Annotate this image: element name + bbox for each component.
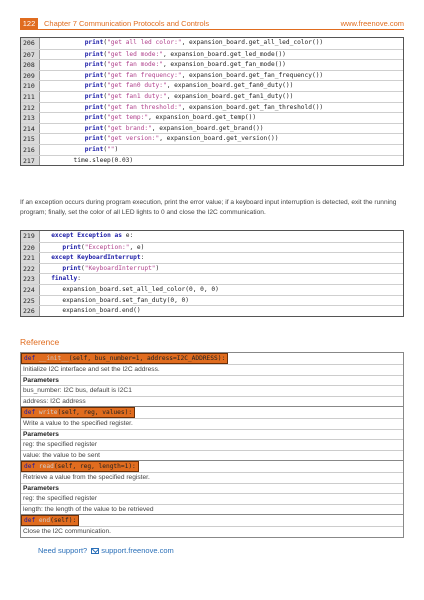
code-line <box>21 59 403 70</box>
code-line <box>21 91 403 102</box>
reference-line: length: the length of the value to be retrieved <box>21 504 403 515</box>
code-line <box>21 242 403 253</box>
function-signature <box>21 515 79 526</box>
page-header <box>20 18 404 30</box>
line-number: 217 <box>21 156 39 166</box>
page-number: 122 <box>20 18 38 29</box>
line-number: 209 <box>21 71 39 81</box>
line-number: 223 <box>21 274 39 284</box>
code-text: except Exception as e: <box>39 231 403 242</box>
code-line <box>21 273 403 284</box>
reference-line: Parameters <box>21 429 403 440</box>
signature-row <box>21 353 403 364</box>
code-line <box>21 133 403 144</box>
function-name: write <box>38 409 58 416</box>
signature-row <box>21 406 403 418</box>
line-number: 221 <box>21 253 39 263</box>
code-line <box>21 102 403 113</box>
line-number: 206 <box>21 38 39 49</box>
line-number: 219 <box>21 231 39 242</box>
code-text: print("get fan frequency:", expansion_board.get_fan_frequency()) <box>39 71 403 81</box>
reference-line: reg: the specified register <box>21 439 403 450</box>
code-block-1 <box>20 37 404 166</box>
code-line <box>21 231 403 242</box>
code-text: print("get version:", expansion_board.get_version()) <box>39 134 403 144</box>
line-number: 208 <box>21 60 39 70</box>
reference-line: Parameters <box>21 375 403 386</box>
code-line <box>21 155 403 166</box>
reference-table <box>20 352 404 538</box>
support-link[interactable]: support.freenove.com <box>101 546 174 555</box>
code-line <box>21 80 403 91</box>
code-line <box>21 284 403 295</box>
code-line <box>21 38 403 49</box>
reference-line: reg: the specified register <box>21 493 403 504</box>
reference-line: Close the I2C communication. <box>21 526 403 537</box>
function-name: end <box>38 517 51 524</box>
def-keyword: def <box>24 463 39 470</box>
code-text: except KeyboardInterrupt: <box>39 253 403 263</box>
reference-line: bus_number: I2C bus, default is I2C1 <box>21 385 403 396</box>
signature-row <box>21 514 403 526</box>
reference-line: Retrieve a value from the specified register. <box>21 472 403 483</box>
line-number: 216 <box>21 145 39 155</box>
support-label: Need support? <box>38 546 88 555</box>
code-line <box>21 112 403 123</box>
line-number: 224 <box>21 285 39 295</box>
code-line <box>21 305 403 316</box>
code-line <box>21 70 403 81</box>
reference-line: Initialize I2C interface and set the I2C address. <box>21 364 403 375</box>
code-text: print("Exception:", e) <box>39 243 403 253</box>
reference-line: value: the value to be sent <box>21 450 403 461</box>
line-number: 210 <box>21 81 39 91</box>
site-link[interactable]: www.freenove.com <box>340 19 404 28</box>
code-line <box>21 252 403 263</box>
function-signature <box>21 353 228 364</box>
reference-line: address: I2C address <box>21 396 403 407</box>
code-line <box>21 49 403 60</box>
code-text: print("get fan threshold:", expansion_board.get_fan_threshold()) <box>39 103 403 113</box>
def-keyword: def <box>24 355 39 362</box>
line-number: 207 <box>21 50 39 60</box>
def-keyword: def <box>24 517 39 524</box>
function-args: (self, bus_number=1, address=I2C_ADDRESS): <box>68 355 226 362</box>
code-text: print("get fan mode:", expansion_board.get_fan_mode()) <box>39 60 403 70</box>
function-name: __init__ <box>38 355 69 362</box>
code-text: print("get brand:", expansion_board.get_brand()) <box>39 124 403 134</box>
code-text: print("KeyboardInterrupt") <box>39 264 403 274</box>
code-line <box>21 263 403 274</box>
line-number: 213 <box>21 113 39 123</box>
reference-title: Reference <box>20 337 60 347</box>
function-args: (self, reg, values): <box>57 409 133 416</box>
code-text: print("") <box>39 145 403 155</box>
line-number: 212 <box>21 103 39 113</box>
support-line <box>38 546 174 555</box>
line-number: 215 <box>21 134 39 144</box>
code-text: print("get led mode:", expansion_board.get_led_mode()) <box>39 50 403 60</box>
line-number: 211 <box>21 92 39 102</box>
function-args: (self): <box>50 517 77 524</box>
reference-line: Write a value to the specified register. <box>21 418 403 429</box>
code-text: expansion_board.end() <box>39 306 403 316</box>
code-text: finally: <box>39 274 403 284</box>
line-number: 214 <box>21 124 39 134</box>
def-keyword: def <box>24 409 39 416</box>
description-paragraph: If an exception occurs during program execution, print the error value; if a keyboard input interruption is detected, exit the running program; finally, set the color of all LED lights to 0 and close the I2C communication. <box>20 199 397 216</box>
code-line <box>21 144 403 155</box>
code-text: time.sleep(0.03) <box>39 156 403 166</box>
function-signature <box>21 407 135 418</box>
function-signature <box>21 461 139 472</box>
line-number: 222 <box>21 264 39 274</box>
function-args: (self, reg, length=1): <box>53 463 136 470</box>
line-number: 226 <box>21 306 39 316</box>
code-text: expansion_board.set_fan_duty(0, 0) <box>39 296 403 306</box>
code-text: print("get fan0 duty:", expansion_board.get_fan0_duty()) <box>39 81 403 91</box>
code-text: print("get temp:", expansion_board.get_temp()) <box>39 113 403 123</box>
code-line <box>21 123 403 134</box>
function-name: read <box>38 463 54 470</box>
code-block-2 <box>20 230 404 317</box>
signature-row <box>21 460 403 472</box>
code-text: print("get all led color:", expansion_board.get_all_led_color()) <box>39 38 403 49</box>
code-line <box>21 295 403 306</box>
line-number: 225 <box>21 296 39 306</box>
line-number: 220 <box>21 243 39 253</box>
reference-line: Parameters <box>21 483 403 494</box>
mail-icon <box>91 548 99 554</box>
chapter-title: Chapter 7 Communication Protocols and Controls <box>44 19 210 28</box>
code-text: expansion_board.set_all_led_color(0, 0, 0) <box>39 285 403 295</box>
code-text: print("get fan1 duty:", expansion_board.get_fan1_duty()) <box>39 92 403 102</box>
